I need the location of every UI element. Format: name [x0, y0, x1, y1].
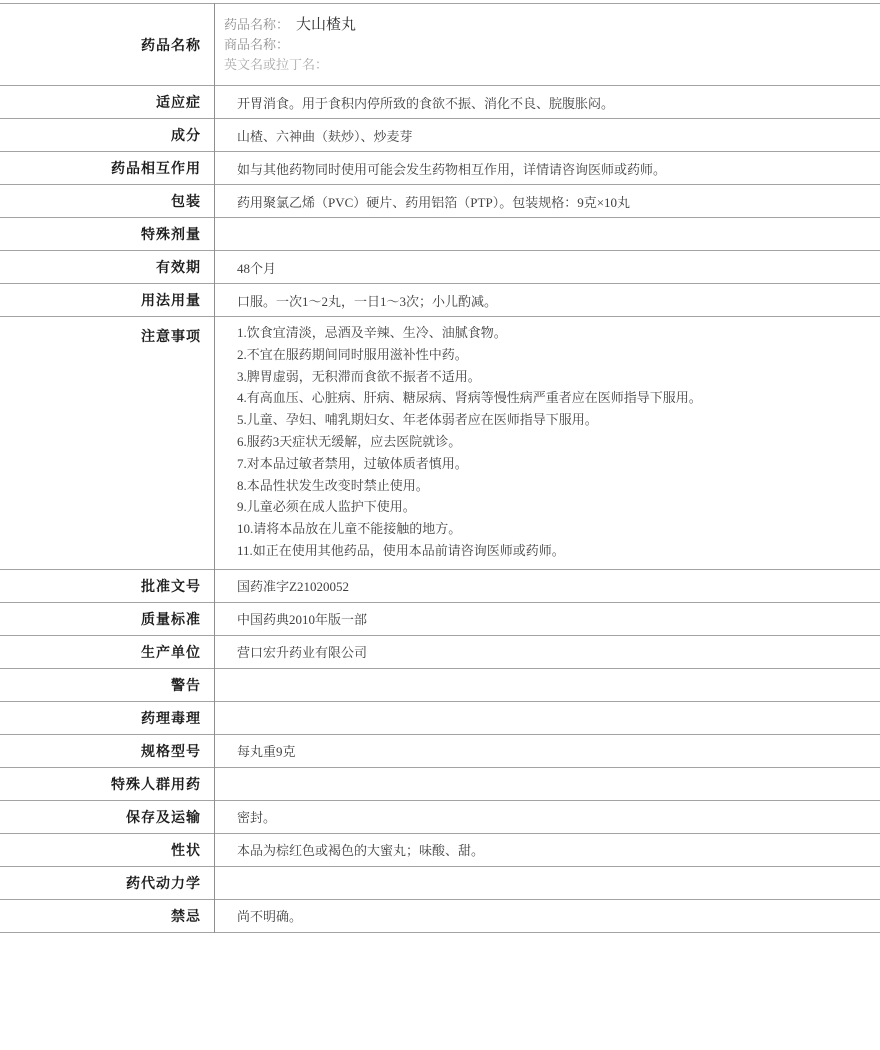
trade-name-line	[224, 35, 870, 55]
row-content-description: 本品为棕红色或褐色的大蜜丸；味酸、甜。	[237, 843, 485, 859]
table-row-dosage-administration	[0, 284, 880, 317]
row-content-contraindications: 尚不明确。	[237, 909, 303, 925]
row-content-quality-standard: 中国药典2010年版一部	[237, 612, 368, 628]
table-row-pharmacology-toxicology	[0, 701, 880, 734]
row-label-quality-standard: 质量标准	[0, 602, 215, 635]
precaution-item: 11.如正在使用其他药品，使用本品前请咨询医师或药师。	[237, 542, 565, 558]
english-name-label: 英文名或拉丁名：	[224, 56, 329, 72]
precaution-item: 8.本品性状发生改变时禁止使用。	[237, 477, 429, 493]
row-label-contraindications: 禁忌	[0, 899, 215, 932]
row-label-shelf-life: 有效期	[0, 251, 215, 284]
generic-name-label: 药品名称：	[224, 16, 290, 32]
table-row-contraindications	[0, 899, 880, 932]
row-label-storage-transport: 保存及运输	[0, 800, 215, 833]
row-content-pharmacology-toxicology	[215, 701, 880, 734]
row-label-pharmacokinetics: 药代动力学	[0, 866, 215, 899]
table-row-specification	[0, 734, 880, 767]
table-row-quality-standard	[0, 602, 880, 635]
english-name-line	[224, 55, 870, 75]
table-row-manufacturer	[0, 635, 880, 668]
precaution-item: 7.对本品过敏者禁用，过敏体质者慎用。	[237, 455, 468, 471]
row-label-description: 性状	[0, 833, 215, 866]
row-content-special-populations	[215, 767, 880, 800]
row-content-storage-transport: 密封。	[237, 810, 277, 826]
table-row-packaging	[0, 185, 880, 218]
table-row-special-dosage	[0, 218, 880, 251]
row-content-shelf-life: 48个月	[237, 260, 277, 276]
table-row-drug-name	[0, 4, 880, 86]
table-row-drug-interactions	[0, 152, 880, 185]
precaution-item: 10.请将本品放在儿童不能接触的地方。	[237, 521, 462, 537]
row-content-specification: 每丸重9克	[237, 744, 296, 760]
precaution-item: 3.脾胃虚弱，无积滞而食欲不振者不适用。	[237, 368, 481, 384]
row-content-warning	[215, 668, 880, 701]
row-content-special-dosage	[215, 218, 880, 251]
precaution-item: 9.儿童必须在成人监护下使用。	[237, 499, 416, 515]
row-content-indications: 开胃消食。用于食积内停所致的食欲不振、消化不良、脘腹胀闷。	[237, 95, 615, 111]
precaution-item: 5.儿童、孕妇、哺乳期妇女、年老体弱者应在医师指导下服用。	[237, 412, 598, 428]
row-label-drug-interactions: 药品相互作用	[0, 152, 215, 185]
table-row-special-populations	[0, 767, 880, 800]
row-content-ingredients: 山楂、六神曲（麸炒）、炒麦芽	[237, 128, 413, 144]
table-row-approval-number	[0, 569, 880, 602]
precaution-item: 1.饮食宜清淡，忌酒及辛辣、生冷、油腻食物。	[237, 325, 507, 340]
row-label-drug-name: 药品名称	[0, 4, 215, 86]
table-row-pharmacokinetics	[0, 866, 880, 899]
table-row-shelf-life	[0, 251, 880, 284]
table-row-warning	[0, 668, 880, 701]
generic-name-line	[224, 15, 870, 35]
drug-info-table	[0, 3, 880, 933]
row-label-warning: 警告	[0, 668, 215, 701]
drug-name-cell	[215, 4, 880, 86]
row-label-dosage-administration: 用法用量	[0, 284, 215, 317]
table-row-ingredients	[0, 119, 880, 152]
row-content-precautions	[215, 317, 880, 570]
trade-name-label: 商品名称：	[224, 36, 290, 52]
table-row-precautions	[0, 317, 880, 570]
row-label-ingredients: 成分	[0, 119, 215, 152]
precaution-item: 6.服药3天症状无缓解，应去医院就诊。	[237, 433, 462, 449]
row-label-special-populations: 特殊人群用药	[0, 767, 215, 800]
row-content-packaging: 药用聚氯乙烯（PVC）硬片、药用铝箔（PTP）。包装规格：9克×10丸	[237, 194, 631, 210]
row-label-approval-number: 批准文号	[0, 569, 215, 602]
row-label-indications: 适应症	[0, 86, 215, 119]
row-label-precautions: 注意事项	[0, 317, 215, 570]
row-content-dosage-administration: 口服。一次1～2丸，一日1～3次；小儿酌减。	[237, 293, 498, 309]
row-label-packaging: 包装	[0, 185, 215, 218]
table-row-indications	[0, 86, 880, 119]
generic-name-value: 大山楂丸	[296, 16, 357, 33]
precaution-item: 4.有高血压、心脏病、肝病、糖尿病、肾病等慢性病严重者应在医师指导下服用。	[237, 390, 702, 406]
row-content-pharmacokinetics	[215, 866, 880, 899]
row-label-manufacturer: 生产单位	[0, 635, 215, 668]
table-row-description	[0, 833, 880, 866]
row-label-special-dosage: 特殊剂量	[0, 218, 215, 251]
row-content-approval-number: 国药准字Z21020052	[237, 579, 349, 595]
row-label-specification: 规格型号	[0, 734, 215, 767]
row-content-manufacturer: 营口宏升药业有限公司	[237, 645, 368, 661]
row-content-drug-interactions: 如与其他药物同时使用可能会发生药物相互作用，详情请咨询医师或药师。	[237, 161, 667, 177]
precaution-item: 2.不宜在服药期间同时服用滋补性中药。	[237, 346, 468, 362]
table-row-storage-transport	[0, 800, 880, 833]
row-label-pharmacology-toxicology: 药理毒理	[0, 701, 215, 734]
